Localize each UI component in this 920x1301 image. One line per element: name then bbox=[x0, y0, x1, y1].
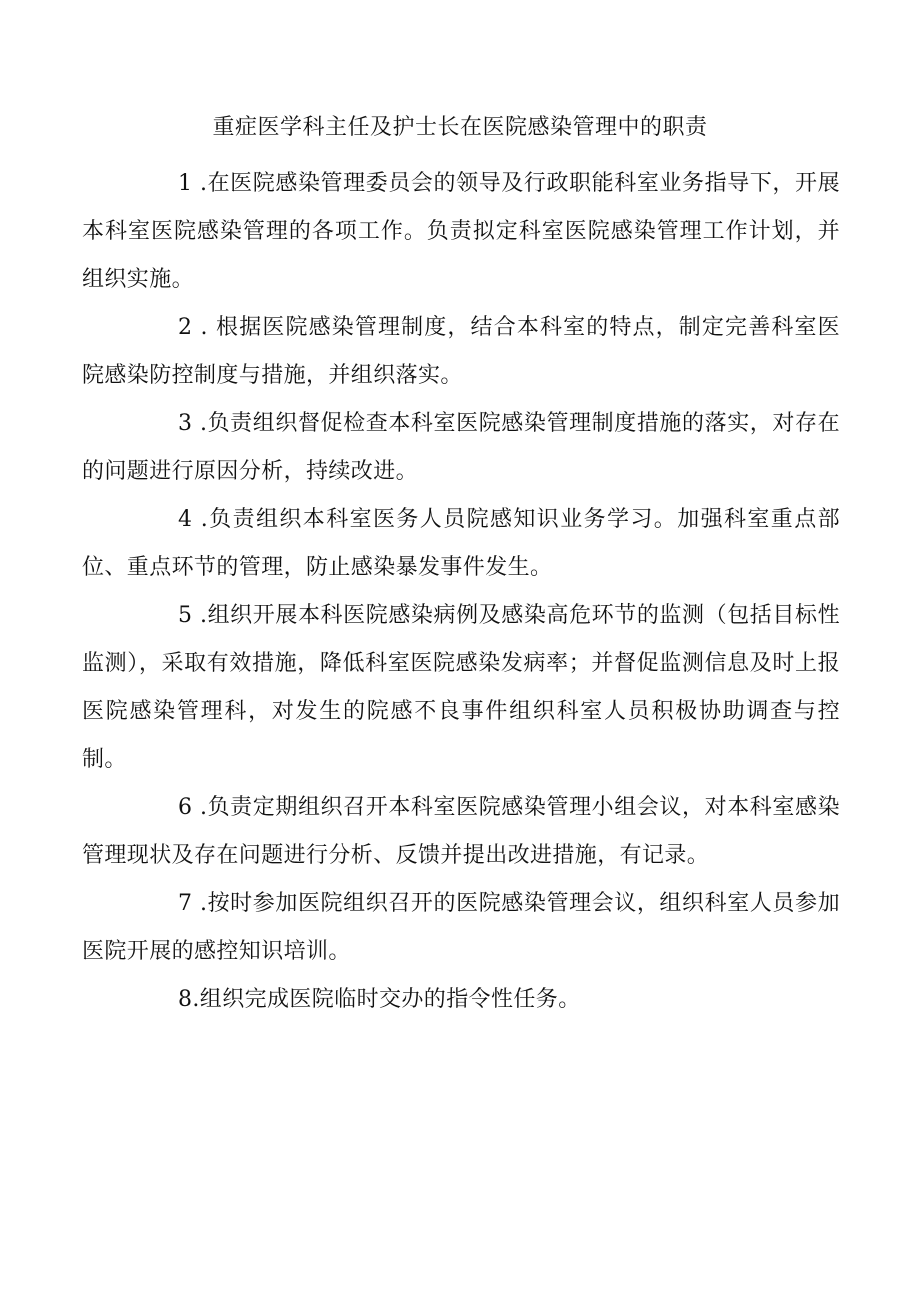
list-item bbox=[82, 784, 840, 880]
item-text: .负责组织本科室医务人员院感知识业务学习。加强科室重点部位、重点环节的管理，防止感染暴发事件发生。 bbox=[82, 507, 840, 580]
list-item bbox=[82, 304, 840, 400]
item-text: .组织开展本科医院感染病例及感染高危环节的监测（包括目标性监测），采取有效措施，降低科室医院感染发病率；并督促监测信息及时上报医院感染管理科，对发生的院感不良事件组织科室人员积极协助调查与控制。 bbox=[82, 603, 840, 772]
document-body bbox=[82, 160, 840, 1024]
item-number: 1 bbox=[178, 171, 193, 196]
list-item bbox=[82, 400, 840, 496]
list-item bbox=[82, 592, 840, 784]
item-number: 4 bbox=[178, 507, 193, 532]
item-text: .在医院感染管理委员会的领导及行政职能科室业务指导下，开展本科室医院感染管理的各项工作。负责拟定科室医院感染管理工作计划，并组织实施。 bbox=[82, 171, 840, 292]
item-number: 5 bbox=[178, 603, 193, 628]
list-item bbox=[82, 976, 840, 1024]
item-number: 6 bbox=[178, 795, 193, 820]
item-text: . 根据医院感染管理制度，结合本科室的特点，制定完善科室医院感染防控制度与措施，并组织落实。 bbox=[82, 315, 840, 388]
item-text: .组织完成医院临时交办的指令性任务。 bbox=[192, 987, 581, 1012]
item-text: .按时参加医院组织召开的医院感染管理会议，组织科室人员参加医院开展的感控知识培训。 bbox=[82, 891, 840, 964]
item-text: .负责组织督促检查本科室医院感染管理制度措施的落实，对存在的问题进行原因分析，持续改进。 bbox=[82, 411, 840, 484]
list-item bbox=[82, 160, 840, 304]
item-number: 3 bbox=[178, 411, 193, 436]
item-number: 7 bbox=[178, 891, 193, 916]
list-item bbox=[82, 880, 840, 976]
item-text: .负责定期组织召开本科室医院感染管理小组会议，对本科室感染管理现状及存在问题进行分析、反馈并提出改进措施，有记录。 bbox=[82, 795, 840, 868]
document-title: 重症医学科主任及护士长在医院感染管理中的职责 bbox=[212, 115, 708, 140]
item-number: 2 bbox=[178, 315, 193, 340]
item-number: 8 bbox=[178, 987, 193, 1012]
list-item bbox=[82, 496, 840, 592]
